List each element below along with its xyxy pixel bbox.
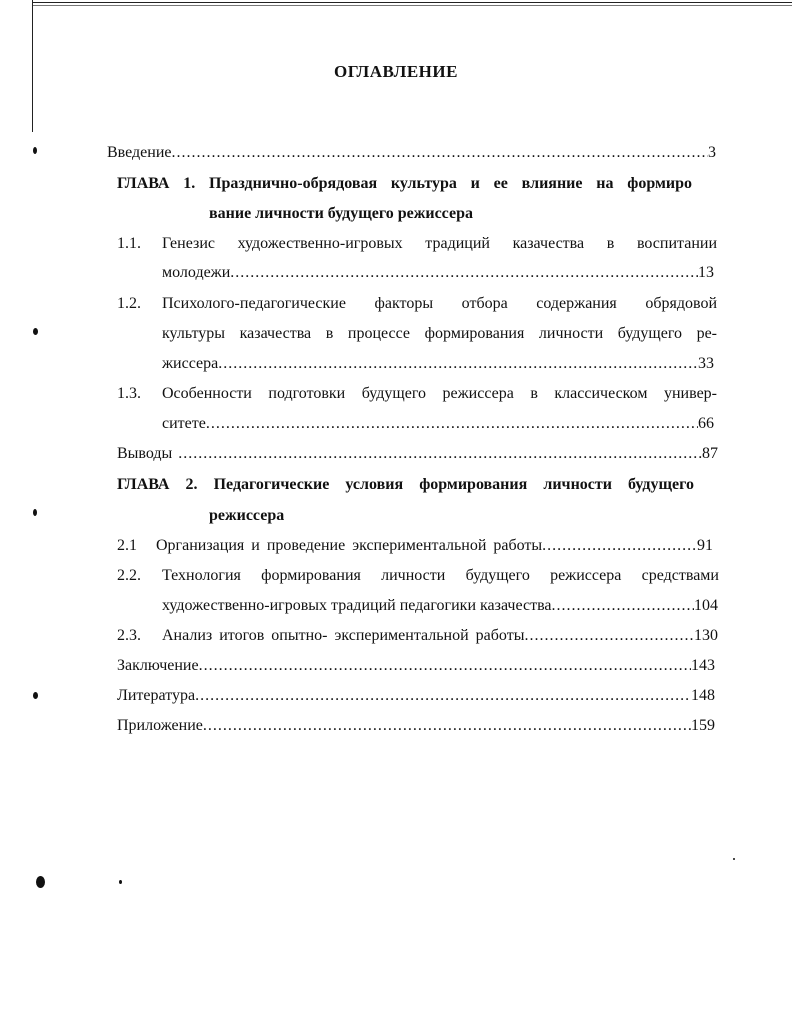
toc-entry-conclusion[interactable] — [117, 656, 715, 676]
toc-item-1-2-cont2[interactable] — [162, 354, 714, 374]
toc-page-number: 148 — [691, 687, 715, 704]
toc-page-number: 3 — [708, 144, 716, 161]
toc-item-1-1[interactable]: Генезис художественно-игровых традиций казачества в воспитании — [162, 235, 717, 252]
toc-item-2-3[interactable] — [162, 626, 718, 646]
toc-item-1-2-cont: культуры казачества в процессе формирования личности будущего ре- — [162, 325, 717, 342]
toc-entry-label: Организация и проведение экспериментальной работы — [156, 537, 543, 554]
scan-artifact — [733, 858, 735, 860]
page-title: ОГЛАВЛЕНИЕ — [334, 62, 458, 81]
toc-entry-intro[interactable] — [107, 143, 716, 163]
toc-entry-literature[interactable] — [117, 686, 715, 706]
toc-page-number: 143 — [691, 657, 715, 674]
scan-border-top — [32, 2, 792, 3]
toc-item-number: 1.3. — [117, 385, 141, 402]
toc-item-number: 1.2. — [117, 295, 141, 312]
leader-dots — [552, 596, 694, 616]
leader-dots — [524, 626, 694, 646]
scan-artifact — [33, 692, 38, 699]
toc-item-number: 2.1 — [117, 537, 137, 554]
leader-dots — [230, 263, 698, 283]
leader-dots — [172, 143, 709, 163]
chapter2-heading[interactable]: ГЛАВА 2. Педагогические условия формирования личности будущего — [117, 476, 694, 493]
scan-artifact — [33, 509, 37, 516]
scan-artifact — [33, 328, 38, 335]
chapter1-heading[interactable]: ГЛАВА 1. Празднично-обрядовая культура и ее влияние на формиро — [117, 175, 692, 192]
toc-entry-label: Приложение — [117, 717, 203, 734]
toc-page-number: 130 — [694, 627, 718, 644]
toc-page-number: 91 — [697, 537, 713, 554]
toc-page-number: 33 — [698, 355, 714, 372]
toc-page-number: 159 — [691, 717, 715, 734]
toc-item-2-2[interactable]: Технология формирования личности будущего режиссера средствами — [162, 567, 719, 584]
toc-entry-label: художественно-игровых традиций педагогики казачества — [162, 597, 552, 614]
toc-item-number: 2.2. — [117, 567, 141, 584]
toc-item-1-1-cont[interactable] — [162, 263, 714, 283]
scan-artifact — [119, 880, 122, 884]
toc-page-number: 66 — [698, 415, 714, 432]
toc-item-1-2[interactable]: Психолого-педагогические факторы отбора содержания обрядовой — [162, 295, 717, 312]
leader-dots — [206, 414, 698, 434]
leader-dots — [199, 656, 691, 676]
scan-border-top-inner — [32, 5, 792, 6]
toc-entry-label: Введение — [107, 144, 172, 161]
toc-page-number: 104 — [694, 597, 718, 614]
toc-entry-label: жиссера — [162, 355, 219, 372]
chapter1-heading-cont: вание личности будущего режиссера — [209, 205, 473, 222]
toc-item-number: 1.1. — [117, 235, 141, 252]
toc-entry-appendix[interactable] — [117, 716, 715, 736]
toc-entry-label: молодежи — [162, 264, 231, 281]
leader-dots — [195, 686, 691, 706]
leader-dots — [178, 444, 702, 464]
leader-dots — [203, 716, 691, 736]
toc-page-number: 87 — [702, 445, 718, 462]
toc-entry-label: Выводы — [117, 445, 173, 462]
toc-item-2-2-cont[interactable] — [162, 596, 718, 616]
scan-artifact — [36, 876, 45, 888]
toc-entry-label: Литература — [117, 687, 196, 704]
toc-entry-label: ситете — [162, 415, 206, 432]
chapter2-heading-cont: режиссера — [209, 507, 285, 524]
toc-item-2-1[interactable] — [156, 536, 713, 556]
scan-artifact — [33, 147, 37, 154]
toc-item-1-3[interactable]: Особенности подготовки будущего режиссера в классическом универ- — [162, 385, 717, 402]
toc-page-number: 13 — [698, 264, 714, 281]
toc-item-1-3-cont[interactable] — [162, 414, 714, 434]
toc-entry-label: Заключение — [117, 657, 199, 674]
toc-entry-label: Анализ итогов опытно- экспериментальной работы — [162, 627, 525, 644]
leader-dots — [218, 354, 698, 374]
leader-dots — [542, 536, 697, 556]
toc-entry-conclusions[interactable] — [117, 444, 718, 464]
toc-item-number: 2.3. — [117, 627, 141, 644]
